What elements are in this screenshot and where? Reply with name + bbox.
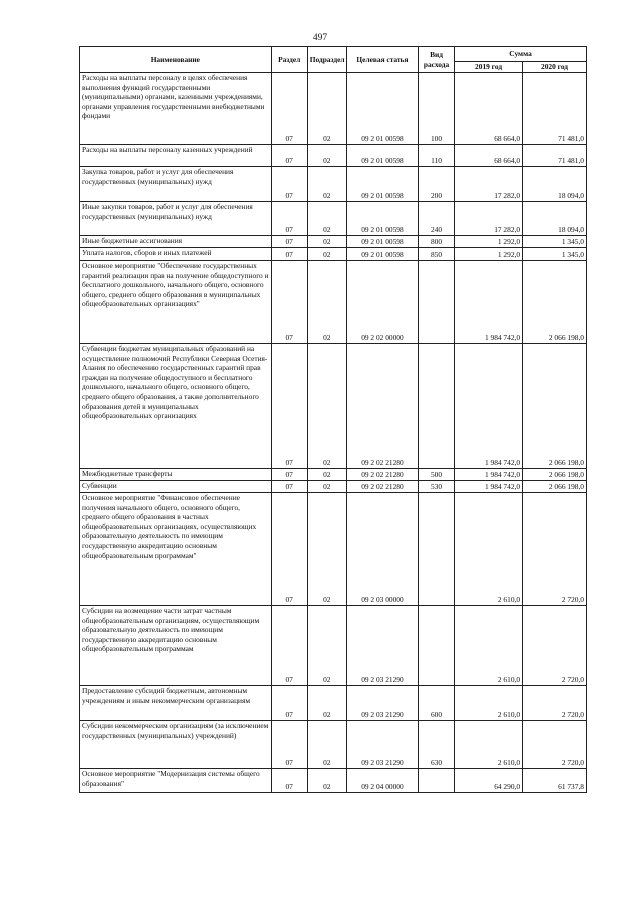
table-row	[80, 248, 587, 261]
row-subsection: 02	[307, 493, 346, 606]
row-article: 09 2 03 21290	[346, 721, 418, 769]
row-name: Закупка товаров, работ и услуг для обеспечения государственных (муниципальных) нужд	[80, 167, 272, 202]
row-subsection: 02	[307, 469, 346, 481]
row-sum-2019: 68 664,0	[455, 73, 523, 145]
table-row	[80, 721, 587, 769]
row-sum-2020: 2 720,0	[523, 686, 587, 721]
table-row	[80, 481, 587, 493]
row-sum-2020: 18 094,0	[523, 167, 587, 202]
row-expense-type	[419, 493, 455, 606]
header-year-2020: 2020 год	[523, 62, 587, 73]
row-section: 07	[271, 261, 307, 344]
row-sum-2020: 71 481,0	[523, 145, 587, 167]
row-sum-2020: 71 481,0	[523, 73, 587, 145]
row-expense-type: 200	[419, 167, 455, 202]
row-name: Основное мероприятие "Финансовое обеспечение получения начального общего, основного общего, среднего общего образования в частных общеобразовательных организациях, осуществляющих образовательную деятельность по имеющим государственную аккредитацию основным общеобразовательным программам"	[80, 493, 272, 606]
row-article: 09 2 02 21280	[346, 469, 418, 481]
row-expense-type: 500	[419, 469, 455, 481]
row-section: 07	[271, 493, 307, 606]
row-name: Уплата налогов, сборов и иных платежей	[80, 248, 272, 261]
row-section: 07	[271, 469, 307, 481]
row-section: 07	[271, 769, 307, 793]
row-section: 07	[271, 481, 307, 493]
row-name: Субвенции бюджетам муниципальных образований на осуществление полномочий Республики Северная Осетия-Алания по обеспечению государственных гарантий прав граждан на получение общедоступного и бесплатного дошкольного, начального общего, основного общего, среднего общего образования, а также дополнительного образования детей в муниципальных общеобразовательных организациях	[80, 344, 272, 469]
table-row	[80, 493, 587, 606]
budget-table	[79, 46, 587, 793]
row-subsection: 02	[307, 73, 346, 145]
table-row	[80, 167, 587, 202]
row-name: Основное мероприятие "Модернизация системы общего образования"	[80, 769, 272, 793]
row-name: Иные бюджетные ассигнования	[80, 236, 272, 248]
row-sum-2019: 17 282,0	[455, 167, 523, 202]
header-expense-type: Вид расхода	[419, 47, 455, 73]
row-sum-2019: 1 984 742,0	[455, 344, 523, 469]
row-sum-2020: 2 066 198,0	[523, 469, 587, 481]
table-row	[80, 261, 587, 344]
row-name: Предоставление субсидий бюджетным, автономным учреждениям и иным некоммерческим организациям	[80, 686, 272, 721]
row-article: 09 2 01 00598	[346, 167, 418, 202]
row-name: Субсидии некоммерческим организациям (за исключением государственных (муниципальных) учреждений)	[80, 721, 272, 769]
row-article: 09 2 04 00000	[346, 769, 418, 793]
row-expense-type: 630	[419, 721, 455, 769]
table-row	[80, 236, 587, 248]
row-sum-2019: 2 610,0	[455, 493, 523, 606]
row-expense-type: 600	[419, 686, 455, 721]
row-subsection: 02	[307, 606, 346, 686]
row-sum-2020: 2 720,0	[523, 721, 587, 769]
row-subsection: 02	[307, 721, 346, 769]
table-row	[80, 686, 587, 721]
row-sum-2020: 2 066 198,0	[523, 261, 587, 344]
row-sum-2019: 68 664,0	[455, 145, 523, 167]
row-section: 07	[271, 721, 307, 769]
row-article: 09 2 01 00598	[346, 73, 418, 145]
row-name: Субвенции	[80, 481, 272, 493]
header-section: Раздел	[271, 47, 307, 73]
row-name: Межбюджетные трансферты	[80, 469, 272, 481]
row-subsection: 02	[307, 202, 346, 236]
row-sum-2020: 61 737,8	[523, 769, 587, 793]
row-article: 09 2 01 00598	[346, 236, 418, 248]
row-article: 09 2 01 00598	[346, 145, 418, 167]
row-sum-2020: 2 066 198,0	[523, 344, 587, 469]
row-article: 09 2 01 00598	[346, 248, 418, 261]
row-sum-2020: 1 345,0	[523, 236, 587, 248]
row-section: 07	[271, 344, 307, 469]
row-expense-type	[419, 606, 455, 686]
row-expense-type: 240	[419, 202, 455, 236]
row-subsection: 02	[307, 167, 346, 202]
row-section: 07	[271, 73, 307, 145]
header-subsection: Подраздел	[307, 47, 346, 73]
row-section: 07	[271, 202, 307, 236]
row-sum-2020: 2 720,0	[523, 606, 587, 686]
row-expense-type	[419, 261, 455, 344]
table-row	[80, 769, 587, 793]
row-article: 09 2 02 21280	[346, 481, 418, 493]
row-sum-2019: 2 610,0	[455, 721, 523, 769]
row-subsection: 02	[307, 145, 346, 167]
row-sum-2019: 2 610,0	[455, 686, 523, 721]
row-subsection: 02	[307, 248, 346, 261]
row-sum-2019: 17 282,0	[455, 202, 523, 236]
row-sum-2019: 64 290,0	[455, 769, 523, 793]
row-name: Субсидии на возмещение части затрат частным общеобразовательным организациям, осуществляющим образовательную деятельность по имеющим государственную аккредитацию основным общеобразовательным программам	[80, 606, 272, 686]
header-name: Наименование	[80, 47, 272, 73]
row-subsection: 02	[307, 481, 346, 493]
header-year-2019: 2019 год	[455, 62, 523, 73]
row-subsection: 02	[307, 686, 346, 721]
row-expense-type: 110	[419, 145, 455, 167]
row-expense-type: 100	[419, 73, 455, 145]
row-name: Иные закупки товаров, работ и услуг для обеспечения государственных (муниципальных) нужд	[80, 202, 272, 236]
row-subsection: 02	[307, 236, 346, 248]
row-sum-2019: 1 292,0	[455, 236, 523, 248]
row-section: 07	[271, 145, 307, 167]
row-article: 09 2 03 00000	[346, 493, 418, 606]
table-row	[80, 73, 587, 145]
row-name: Расходы на выплаты персоналу казенных учреждений	[80, 145, 272, 167]
row-sum-2019: 1 984 742,0	[455, 469, 523, 481]
row-article: 09 2 02 00000	[346, 261, 418, 344]
row-section: 07	[271, 167, 307, 202]
table-row	[80, 606, 587, 686]
row-article: 09 2 01 00598	[346, 202, 418, 236]
row-section: 07	[271, 248, 307, 261]
row-sum-2019: 1 292,0	[455, 248, 523, 261]
table-row	[80, 344, 587, 469]
row-section: 07	[271, 686, 307, 721]
row-sum-2020: 18 094,0	[523, 202, 587, 236]
table-row	[80, 469, 587, 481]
row-section: 07	[271, 606, 307, 686]
row-sum-2019: 1 984 742,0	[455, 481, 523, 493]
table-row	[80, 145, 587, 167]
page-number: 497	[312, 33, 328, 43]
row-expense-type: 530	[419, 481, 455, 493]
row-expense-type: 800	[419, 236, 455, 248]
table-row	[80, 202, 587, 236]
row-sum-2020: 2 066 198,0	[523, 481, 587, 493]
row-expense-type	[419, 344, 455, 469]
header-target-article: Целевая статья	[346, 47, 418, 73]
row-subsection: 02	[307, 261, 346, 344]
row-name: Расходы на выплаты персоналу в целях обеспечения выполнения функций государственными (муниципальными) органами, казенными учреждениями, органами управления государственными внебюджетными фондами	[80, 73, 272, 145]
row-name: Основное мероприятие "Обеспечение государственных гарантий реализации прав на получение общедоступного и бесплатного дошкольного, начального общего, основного общего, среднего общего образования в муниципальных общеобразовательных организациях"	[80, 261, 272, 344]
row-section: 07	[271, 236, 307, 248]
row-article: 09 2 02 21280	[346, 344, 418, 469]
row-article: 09 2 03 21290	[346, 686, 418, 721]
row-expense-type	[419, 769, 455, 793]
row-subsection: 02	[307, 344, 346, 469]
header-sum: Сумма	[455, 47, 587, 62]
row-sum-2019: 1 984 742,0	[455, 261, 523, 344]
row-sum-2019: 2 610,0	[455, 606, 523, 686]
row-subsection: 02	[307, 769, 346, 793]
row-article: 09 2 03 21290	[346, 606, 418, 686]
row-expense-type: 850	[419, 248, 455, 261]
row-sum-2020: 1 345,0	[523, 248, 587, 261]
row-sum-2020: 2 720,0	[523, 493, 587, 606]
